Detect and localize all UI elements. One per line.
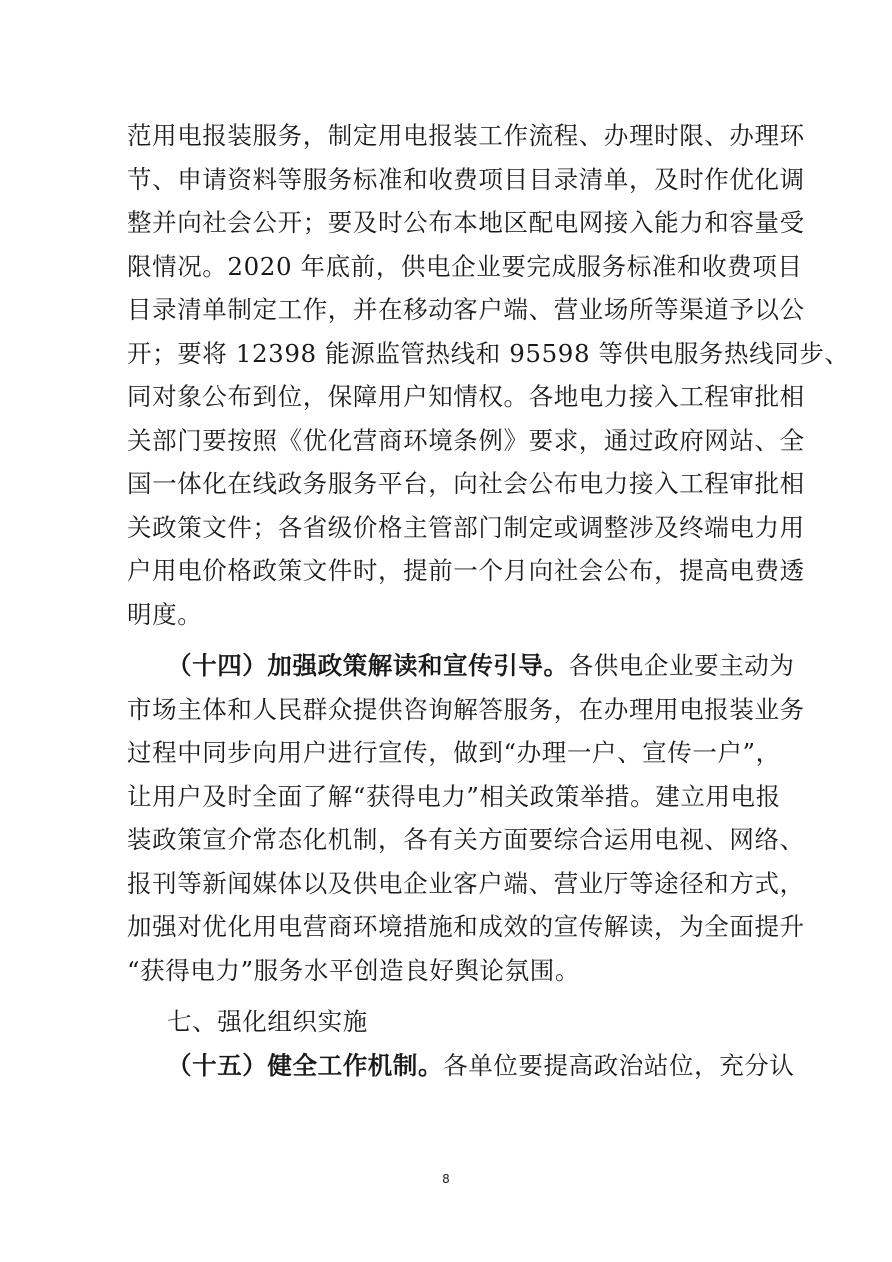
paragraph-line: 国一体化在线政务服务平台，向社会公布电力接入工程审批相 — [127, 469, 805, 498]
paragraph-line: 装政策宣介常态化机制，各有关方面要综合运用电视、网络、 — [127, 825, 805, 854]
paragraph-line: 报刊等新闻媒体以及供电企业客户端、营业厅等途径和方式， — [127, 868, 805, 898]
paragraph-line: 明度。 — [127, 599, 203, 629]
section-15-first-line — [127, 1044, 795, 1088]
paragraph-line: 市场主体和人民群众提供咨询解答服务，在办理用电报装业务 — [127, 694, 805, 724]
paragraph-line: “获得电力”服务水平创造良好舆论氛围。 — [127, 955, 580, 985]
section-15-first-line-text: 各单位要提高政治站位，充分认 — [443, 1050, 795, 1080]
section-14-heading: （十四）加强政策解读和宣传引导。 — [167, 651, 569, 680]
paragraph-line: 过程中同步向用户进行宣传，做到“办理一户、宣传一户”， — [127, 738, 781, 767]
paragraph-line: 整并向社会公开；要及时公布本地区配电网接入能力和容量受 — [127, 208, 805, 237]
paragraph-line: 户用电价格政策文件时，提前一个月向社会公布，提高电费透 — [127, 556, 805, 585]
paragraph-line: 目录清单制定工作，并在移动客户端、营业场所等渠道予以公 — [127, 295, 805, 324]
paragraph-line: 关政策文件；各省级价格主管部门制定或调整涉及终端电力用 — [127, 512, 805, 542]
section-15-heading: （十五）健全工作机制。 — [167, 1050, 444, 1080]
paragraph-line: 限情况。2020 年底前，供电企业要完成服务标准和收费项目 — [127, 251, 803, 281]
paragraph-line: 让用户及时全面了解“获得电力”相关政策举措。建立用电报 — [127, 781, 781, 811]
body-text — [127, 114, 850, 1087]
paragraph-line: 开；要将 12398 能源监管热线和 95598 等供电服务热线同步、 — [127, 338, 850, 368]
paragraph-line: 节、申请资料等服务标准和收费项目目录清单，及时作优化调 — [127, 164, 805, 194]
section-14-first-line — [127, 644, 795, 688]
paragraph-line: 加强对优化用电营商环境措施和成效的宣传解读，为全面提升 — [127, 912, 805, 941]
page-number: 8 — [442, 1172, 450, 1186]
section-14-first-line-text: 各供电企业要主动为 — [568, 651, 795, 680]
paragraph-line: 关部门要按照《优化营商环境条例》要求，通过政府网站、全 — [127, 425, 805, 455]
section-7-heading: 七、强化组织实施 — [167, 1007, 368, 1036]
paragraph-line: 范用电报装服务，制定用电报装工作流程、办理时限、办理环 — [127, 121, 805, 150]
paragraph-line: 同对象公布到位，保障用户知情权。各地电力接入工程审批相 — [127, 382, 805, 411]
